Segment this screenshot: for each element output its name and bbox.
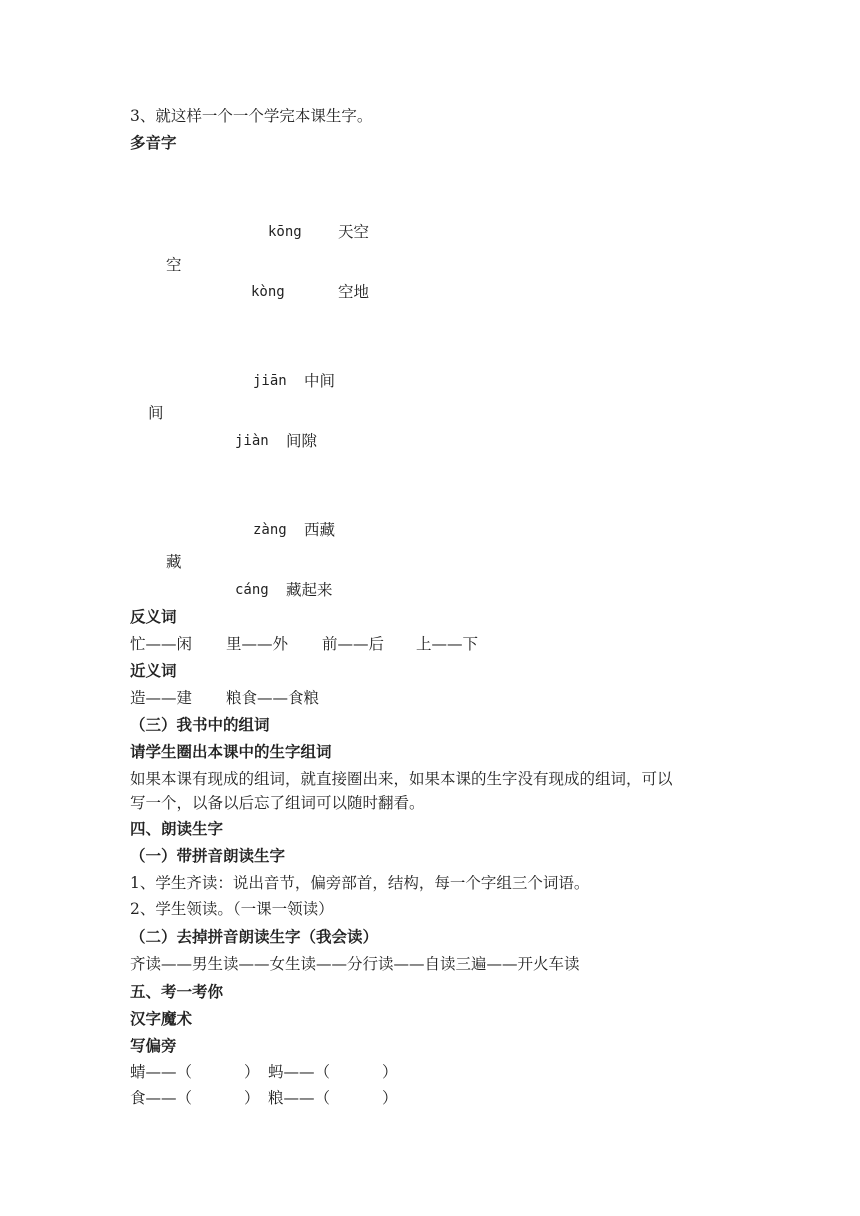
heading-section-5-1: 汉字魔术 xyxy=(130,1010,193,1028)
synonym-pair: 粮食——食粮 xyxy=(226,689,320,707)
polyphone-char: 藏 xyxy=(166,553,182,571)
pinyin: zàng xyxy=(253,522,287,538)
example-word: 天空 xyxy=(338,223,370,241)
heading-polyphones: 多音字 xyxy=(130,134,177,152)
heading-section-4-2: （二）去掉拼音朗读生字（我会读） xyxy=(130,928,379,946)
exercise-item: ） xyxy=(382,1089,398,1107)
pinyin: jiān xyxy=(253,373,287,389)
paragraph-line-2: 写一个，以备以后忘了组词可以随时翻看。 xyxy=(130,794,425,812)
synonym-pair: 造——建 xyxy=(130,689,193,707)
example-word: 中间 xyxy=(304,372,336,390)
heading-synonyms: 近义词 xyxy=(130,662,177,680)
exercise-item: 食——（ xyxy=(130,1089,193,1107)
pinyin: jiàn xyxy=(235,433,269,449)
antonym-pair: 上——下 xyxy=(416,635,479,653)
polyphone-char: 空 xyxy=(166,256,182,274)
antonym-pair: 忙——闲 xyxy=(130,635,193,653)
heading-section-5: 五、考一考你 xyxy=(130,983,224,1001)
heading-section-4-1: （一）带拼音朗读生字 xyxy=(130,847,286,865)
heading-section-3: （三）我书中的组词 xyxy=(130,716,270,734)
exercise-item: 蚂——（ xyxy=(268,1063,331,1081)
antonym-pair: 前——后 xyxy=(322,635,385,653)
example-word: 间隙 xyxy=(286,432,318,450)
exercise-item: 粮——（ xyxy=(268,1089,331,1107)
polyphone-char: 间 xyxy=(148,404,164,422)
example-word: 藏起来 xyxy=(286,581,333,599)
heading-section-4: 四、朗读生字 xyxy=(130,820,224,838)
antonym-pair: 里——外 xyxy=(226,635,289,653)
exercise-item: ） xyxy=(382,1063,398,1081)
step-line: 1、学生齐读：说出音节，偏旁部首，结构，每一个字组三个词语。 xyxy=(130,874,590,892)
reading-sequence: 齐读——男生读——女生读——分行读——自读三遍——开火车读 xyxy=(130,955,580,973)
step-line: 2、学生领读。（一课一领读） xyxy=(130,900,334,918)
pinyin: cáng xyxy=(235,582,269,598)
example-word: 空地 xyxy=(338,283,370,301)
exercise-item: ） xyxy=(244,1063,260,1081)
step-3-line: 3、就这样一个一个学完本课生字。 xyxy=(130,107,373,125)
example-word: 西藏 xyxy=(304,521,336,539)
paragraph-line-1: 如果本课有现成的组词，就直接圈出来，如果本课的生字没有现成的组词，可以 xyxy=(130,770,673,788)
pinyin: kòng xyxy=(251,284,285,300)
exercise-item: ） xyxy=(244,1089,260,1107)
exercise-item: 蜻——（ xyxy=(130,1063,193,1081)
heading-section-3-sub: 请学生圈出本课中的生字组词 xyxy=(130,743,332,761)
heading-section-5-2: 写偏旁 xyxy=(130,1037,177,1055)
heading-antonyms: 反义词 xyxy=(130,608,177,626)
pinyin: kōng xyxy=(268,224,302,240)
